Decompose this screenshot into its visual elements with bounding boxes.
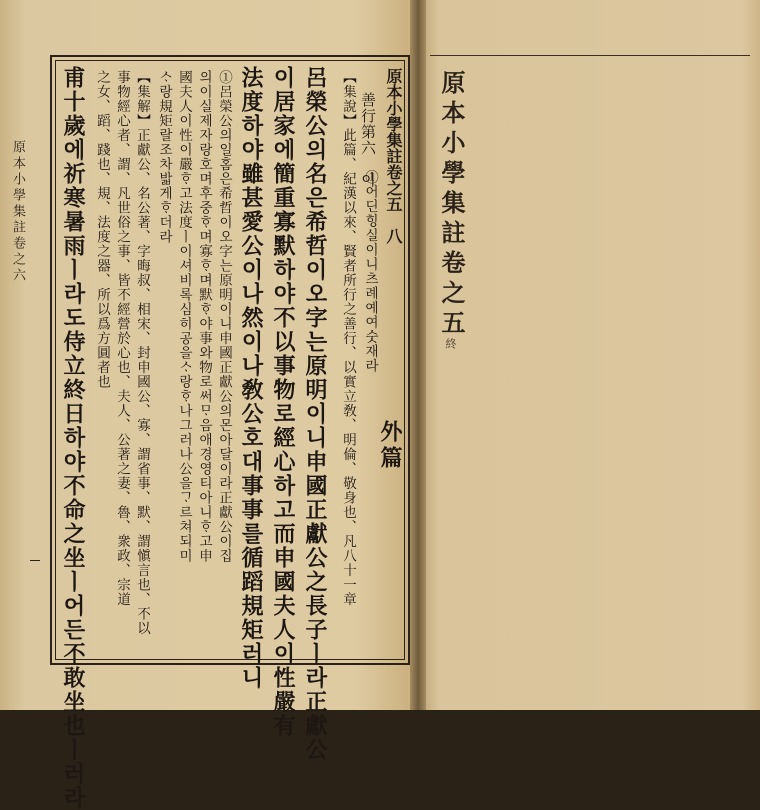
text-column-3: 【集說】此篇、紀漢以來、賢者所行之善行、以實立敎、明倫、敬身也、凡八十一章 [340, 70, 356, 607]
text-column-9: 國夫人이性이嚴ᄒᆞ고法度ㅣ이셔비록심히공을ᄉᆞ랑ᄒᆞ나그러나公을ᄀᆞ르쳐되미 [176, 70, 192, 563]
spine-title: 原本小學集註卷之六 [10, 140, 25, 284]
text-column-4: 呂榮公의名은希哲이오字는原明이니申國正獻公之長子ㅣ라正獻公 [302, 66, 328, 762]
text-column-13: 之女、蹈、踐也、規、法度之器、所以爲方圓者也 [94, 70, 110, 389]
text-column-1: 善行第六 이 [359, 92, 377, 188]
text-column-2: ①어딘힝실이니츠례예여숫재라 [362, 170, 378, 373]
book-gutter [410, 0, 426, 710]
right-page [418, 0, 760, 710]
text-column-7: ①呂榮公의일홈은希哲이오字는原明이니申國正獻公의몬아달이라正獻公이집 [216, 70, 232, 563]
text-column-12: 事物經心者、謂、凡世俗之事、皆不經營於心也、夫人、公著之妻、魯、衆政、宗道 [114, 70, 130, 607]
text-column-8: 의이실제자랑호며후중ᄒᆞ며寡ᄒᆞ며默ᄒᆞ야事와物로써ᄆᆞ음애경영티아니ᄒᆞ고申 [196, 70, 212, 563]
chapter-label: 外篇 [377, 420, 403, 472]
edge-mark [30, 560, 40, 561]
text-column-10: ᄉᆞ랑規矩랄조차밟게ᄒᆞ더라 [156, 70, 172, 244]
volume-title: 原本小學集註卷之五 [437, 70, 466, 340]
text-column-6: 法度하야雖甚愛公이나然이나敎公호대事事를循蹈規矩러니 [238, 66, 264, 690]
volume-end-stamp: 終 [444, 338, 457, 349]
text-column-11: 【集解】正獻公、名公著、字晦叔、相宋、封申國公、寡、謂省事、默、謂愼言也、不以 [134, 70, 150, 636]
text-column-14: 甫十歲에祈寒暑雨ㅣ라도侍立終日하야不命之坐ㅣ어든不敢坐也ㅣ러라 [60, 66, 86, 810]
right-page-rule [430, 55, 750, 56]
page-header: 原本小學集註卷之五 八 [384, 68, 403, 244]
text-column-5: 이居家에簡重寡默하야不以事物로經心하고而申國夫人이性嚴有 [270, 66, 296, 738]
